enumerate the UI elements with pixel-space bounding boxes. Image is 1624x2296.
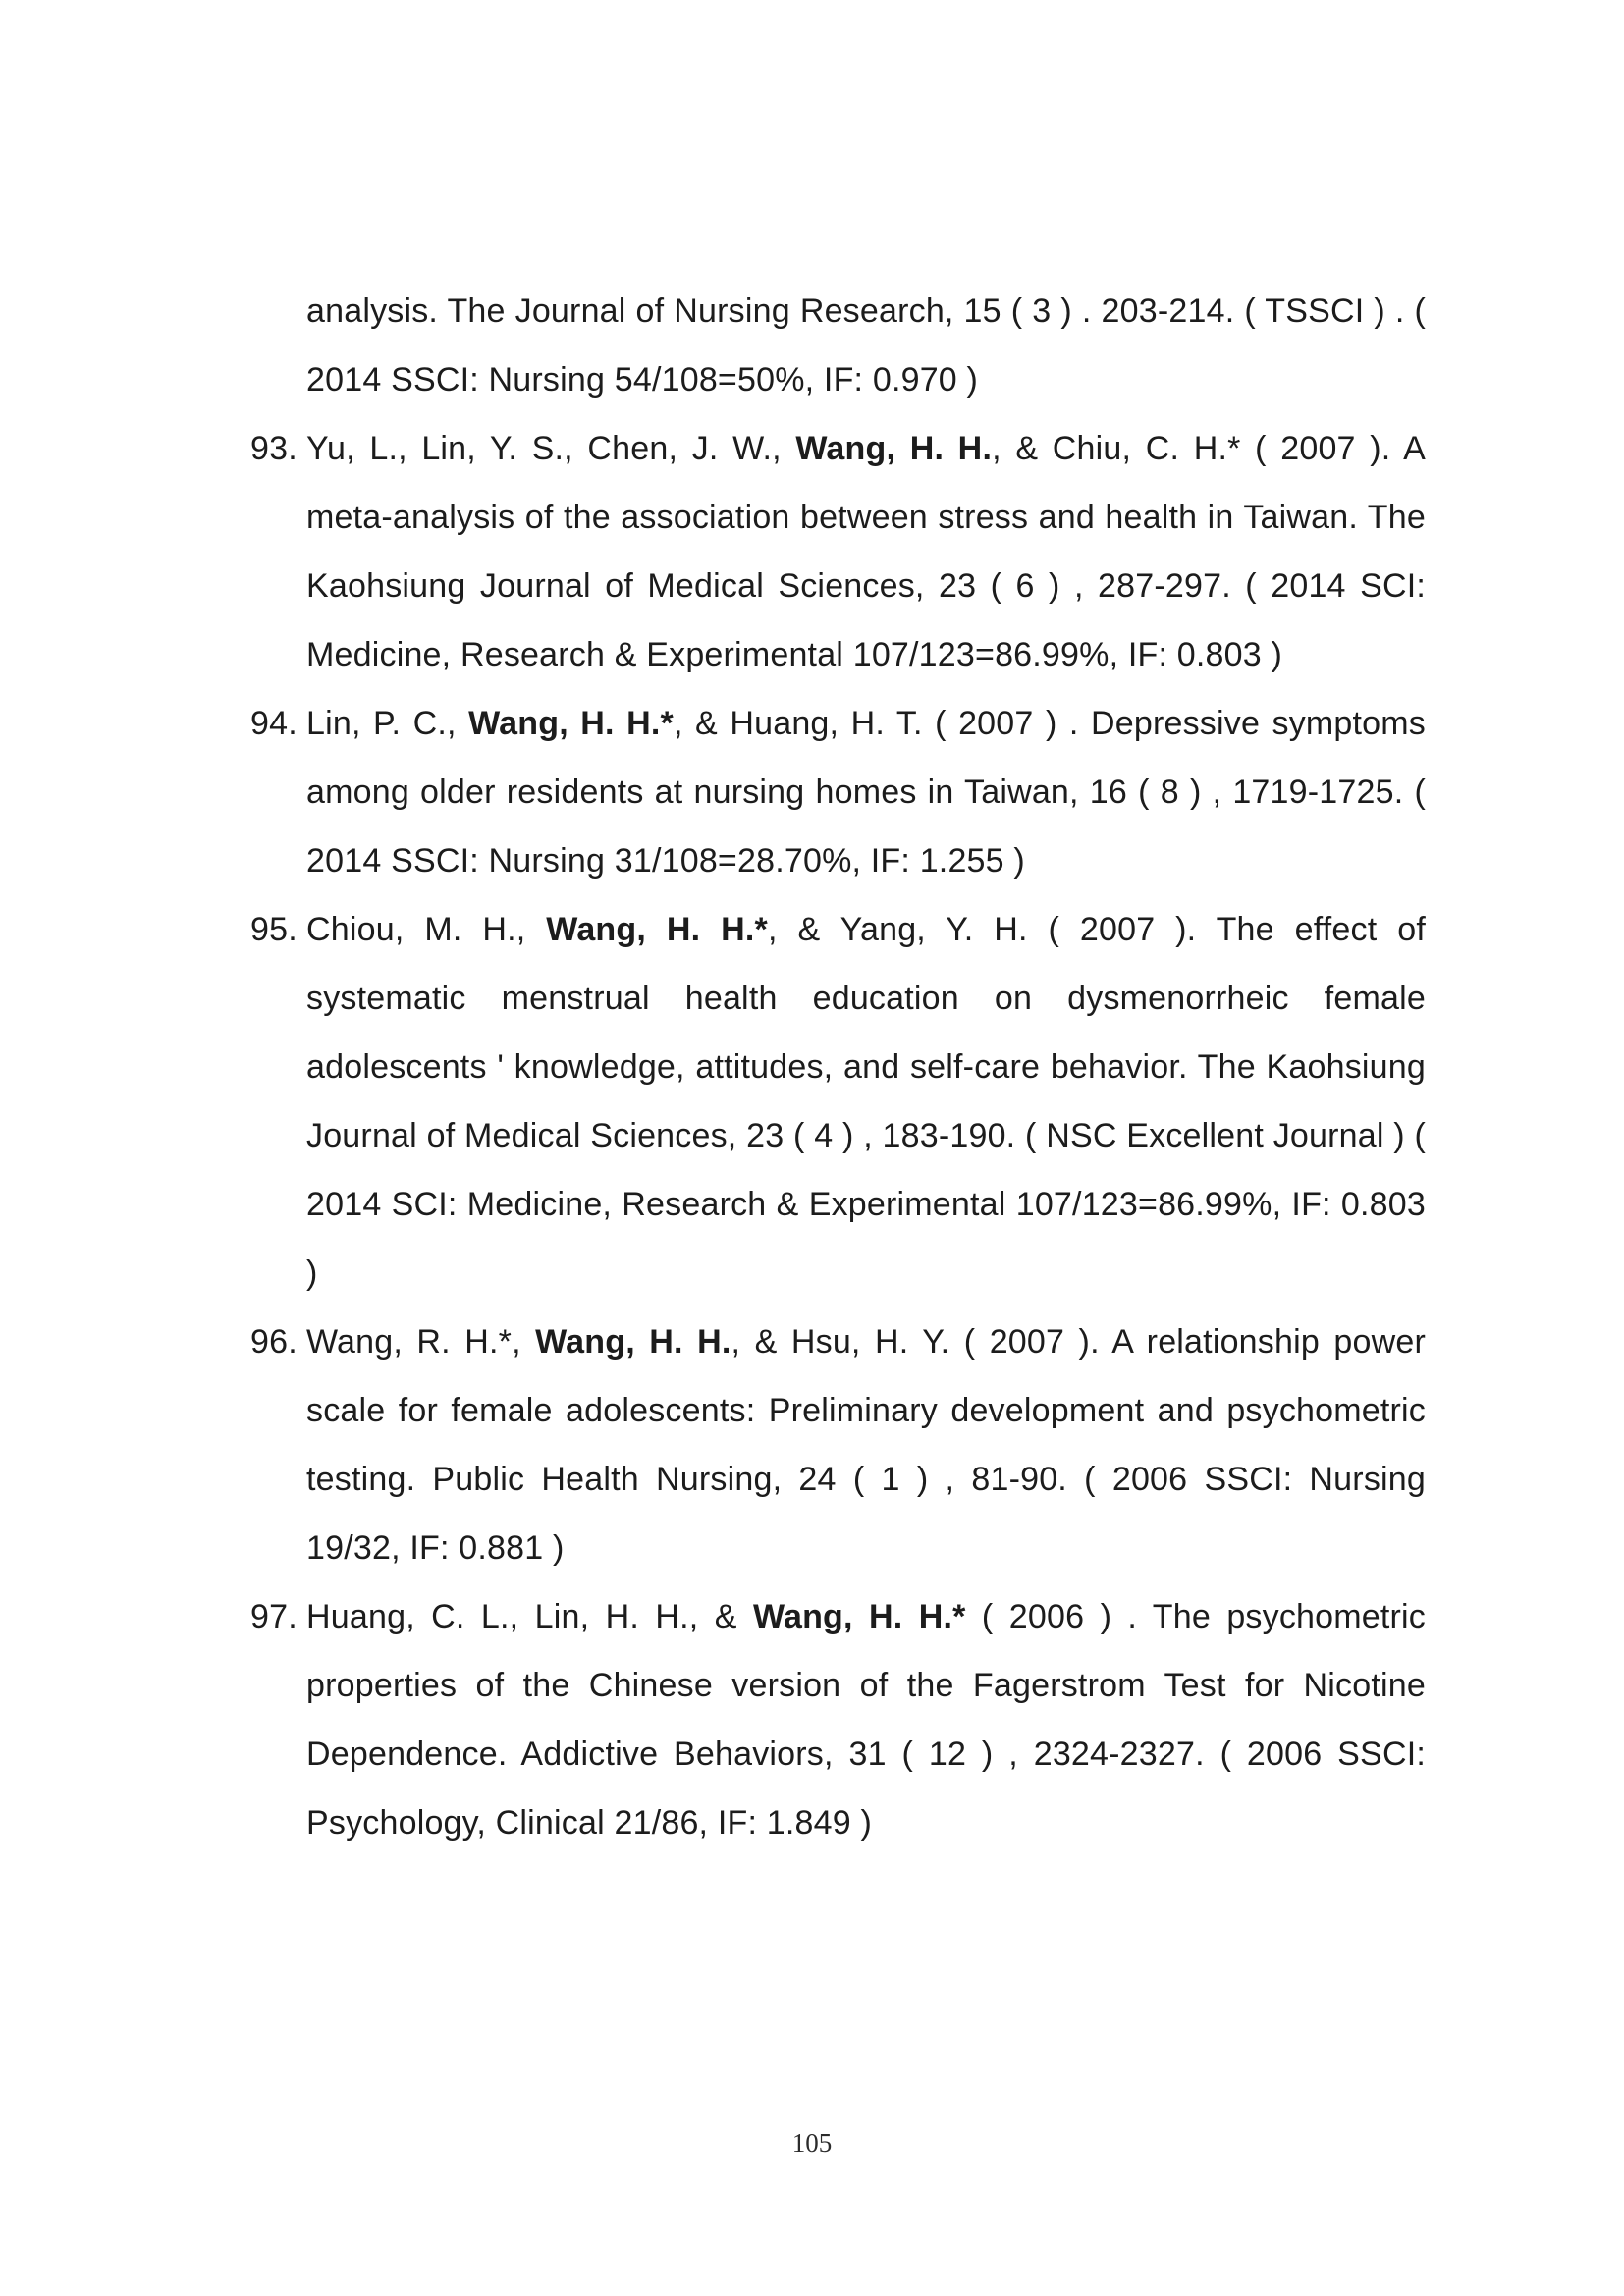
reference-number: 93. [250, 430, 298, 467]
author-highlight: Wang, H. H.* [546, 911, 768, 948]
reference-text: Lin, P. C., [306, 705, 469, 742]
reference-list [250, 277, 1426, 1857]
reference-text: analysis. The Journal of Nursing Research, 15 ( 3 ) . 203-214. ( TSSCI ) . ( 2014 SSCI: Nursing 54/108=50%, IF: 0.970 ) [306, 293, 1426, 399]
reference-text: Yu, L., Lin, Y. S., Chen, J. W., [306, 430, 796, 467]
reference-number: 94. [250, 705, 298, 742]
reference-item [250, 689, 1426, 895]
author-highlight: Wang, H. H.* [752, 1598, 966, 1635]
reference-text: , & Hsu, H. Y. ( 2007 ). A relationship power scale for female adolescents: Preliminary development and psychometric testing. Public Health Nursing, 24 ( 1 ) , 81-90. ( 2006 SSCI: Nursing 19/32, IF: 0.881 ) [306, 1323, 1426, 1567]
reference-item [250, 895, 1426, 1308]
reference-text: , & Chiu, C. H.* ( 2007 ). A meta-analysis of the association between stress and health in Taiwan. The Kaohsiung Journal of Medical Sciences, 23 ( 6 ) , 287-297. ( 2014 SCI: Medicine, Research & Experimental 107/123=86.99%, IF: 0.803 ) [306, 430, 1426, 673]
page-number: 105 [791, 2128, 833, 2158]
reference-text: Chiou, M. H., [306, 911, 547, 948]
reference-item [250, 414, 1426, 689]
reference-text: , & Yang, Y. H. ( 2007 ). The effect of systematic menstrual health education on dysmenorrheic female adolescents ' knowledge, attitudes, and self-care behavior. The Kaohsiung Journal of Medical Sciences, 23 ( 4 ) , 183-190. ( NSC Excellent Journal ) ( 2014 SCI: Medicine, Research & Experimental 107/123=86.99%, IF: 0.803 ) [306, 911, 1426, 1292]
reference-text: Huang, C. L., Lin, H. H., & [306, 1598, 753, 1635]
reference-item [250, 1308, 1426, 1582]
reference-item [250, 1582, 1427, 1857]
reference-number: 95. [250, 911, 298, 948]
reference-text: ( 2006 ) . The psychometric properties of the Chinese version of the Fagerstrom Test for Nicotine Dependence. Addictive Behaviors, 31 ( 12 ) , 2324-2327. ( 2006 SSCI: Psychology, Clinical 21/86, IF: 1.849 ) [306, 1598, 1427, 1842]
reference-number: 97. [250, 1598, 298, 1635]
author-highlight: Wang, H. H. [795, 430, 993, 467]
reference-item-continuation [306, 277, 1426, 414]
reference-text: , & Huang, H. T. ( 2007 ) . Depressive symptoms among older residents at nursing homes in Taiwan, 16 ( 8 ) , 1719-1725. ( 2014 SSCI: Nursing 31/108=28.70%, IF: 1.255 ) [306, 705, 1426, 880]
reference-number: 96. [250, 1323, 298, 1361]
author-highlight: Wang, H. H. [535, 1323, 731, 1361]
author-highlight: Wang, H. H.* [468, 705, 674, 742]
reference-text: Wang, R. H.*, [306, 1323, 536, 1361]
